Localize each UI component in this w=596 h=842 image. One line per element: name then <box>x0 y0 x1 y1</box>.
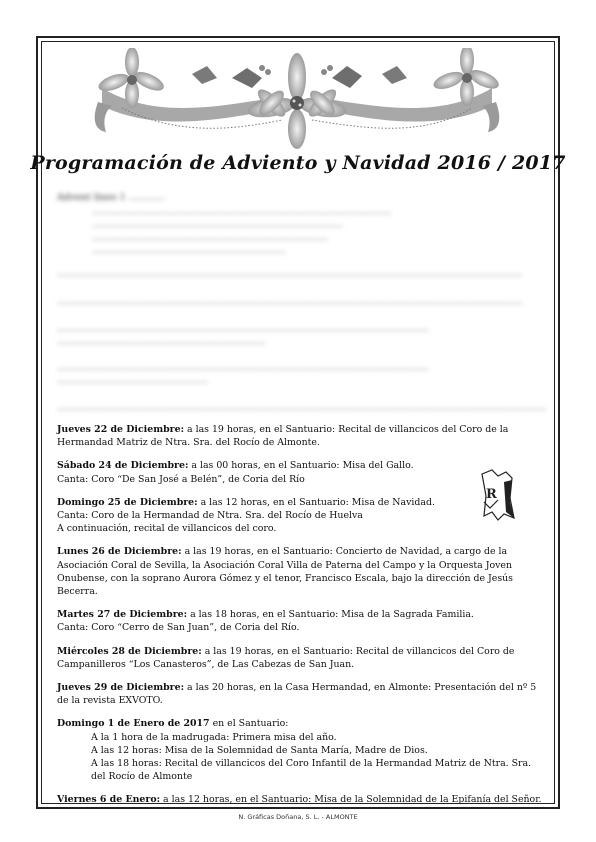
blurred-line: ........................................................................................................................... <box>57 323 429 334</box>
program-entry <box>57 793 547 806</box>
entry-date: Miércoles 28 de Diciembre: <box>57 645 202 657</box>
program-entry <box>57 545 547 598</box>
entry-line: A las 18 horas: Recital de villancicos del Coro Infantil de la Hermandad Matriz de Ntra. Sra. del Rocío de Almonte <box>91 758 532 783</box>
blurred-line: ........................................................................................................................... <box>57 362 429 373</box>
blurred-line: ................................................................................................... <box>92 206 391 217</box>
program-entry <box>57 645 547 671</box>
blurred-line: .......................................................................................................................................................... <box>57 268 523 279</box>
entry-line: Canta: Coro “Cerro de San Juan”, de Coria del Río. <box>57 622 300 634</box>
page-title: Programación de Adviento y Navidad 2016 / 2017 <box>30 152 566 174</box>
christmas-garland-decoration <box>62 48 532 150</box>
entry-text: a las 20 horas, en la Casa Hermandad, en Almonte: Presentación del nº 5 de la revista EXVOTO. <box>57 682 537 707</box>
entry-date: Viernes 6 de Enero: <box>57 794 161 806</box>
program-entry <box>57 681 547 707</box>
printer-credit: N. Gráficas Doñana, S. L. - ALMONTE <box>238 813 358 821</box>
blurred-line: .................................................................................................................................................................. <box>57 402 547 413</box>
entry-text: a las 19 horas, en el Santuario: Concierto de Navidad, a cargo de la Asociación Coral de Sevilla, la Asociación Coral Villa de Paterna del Campo y la Orquesta Joven Onubense, con la soprano Aurora Gómez y el tenor, Francisco Escala, bajo la dirección de Jesús Becerra. <box>57 546 513 598</box>
entry-text: a las 19 horas, en el Santuario: Recital de villancicos del Coro de la Hermandad Matriz de Ntra. Sra. del Rocío de Almonte. <box>57 424 509 449</box>
entry-date: Jueves 22 de Diciembre: <box>57 424 185 435</box>
program-entry <box>57 717 547 783</box>
entry-text: a las 12 horas, en el Santuario: Misa de la Solemnidad de la Epifanía del Señor. <box>160 794 542 806</box>
program-entry <box>57 459 547 485</box>
entry-date: Sábado 24 de Diciembre: <box>57 460 189 472</box>
entry-text: a las 19 horas, en el Santuario: Recital de villancicos del Coro de Campanilleros “Los Canasteros”, de Las Cabezas de San Juan. <box>57 645 515 670</box>
entry-date: Jueves 29 de Diciembre: <box>57 682 185 694</box>
blurred-line: ................................................................................... <box>92 219 343 230</box>
entry-date: Martes 27 de Diciembre: <box>57 609 188 621</box>
program-entry <box>57 608 547 634</box>
program-entry <box>57 496 547 536</box>
entry-line: A la 1 hora de la madrugada: Primera misa del año. <box>91 731 337 743</box>
blurred-line: .......................................................................................................................................................... <box>57 296 523 307</box>
program-entry <box>57 423 547 449</box>
blurred-line: ..................................................................... <box>57 336 266 347</box>
blurred-line: Advent lines 1 ............ <box>57 192 165 203</box>
entry-line: A las 12 horas: Misa de la Solemnidad de Santa María, Madre de Dios. <box>91 744 428 756</box>
entry-date: Lunes 26 de Diciembre: <box>57 546 182 558</box>
entry-date: Domingo 1 de Enero de 2017 <box>57 718 210 730</box>
christmas-program <box>57 423 547 817</box>
entry-line: Canta: Coro de la Hermandad de Ntra. Sra. del Rocío de Huelva <box>57 510 363 522</box>
entry-text: a las 18 horas, en el Santuario: Misa de la Sagrada Familia. <box>187 609 474 621</box>
entry-date: Domingo 25 de Diciembre: <box>57 496 198 508</box>
entry-text: a las 12 horas, en el Santuario: Misa de Navidad. <box>197 496 435 508</box>
entry-text: en el Santuario: <box>209 718 289 730</box>
blurred-line: ................................................................ <box>92 245 286 256</box>
blurred-line: .................................................. <box>57 375 208 386</box>
svg-text:R: R <box>486 487 497 502</box>
hermandad-logo-icon <box>478 468 516 522</box>
entry-line: A continuación, recital de villancicos del coro. <box>57 523 277 535</box>
blurred-line: .............................................................................. <box>92 232 328 243</box>
entry-text: a las 00 horas, en el Santuario: Misa del Gallo. <box>188 460 414 472</box>
entry-line: Canta: Coro “De San José a Belén”, de Coria del Río <box>57 473 305 485</box>
